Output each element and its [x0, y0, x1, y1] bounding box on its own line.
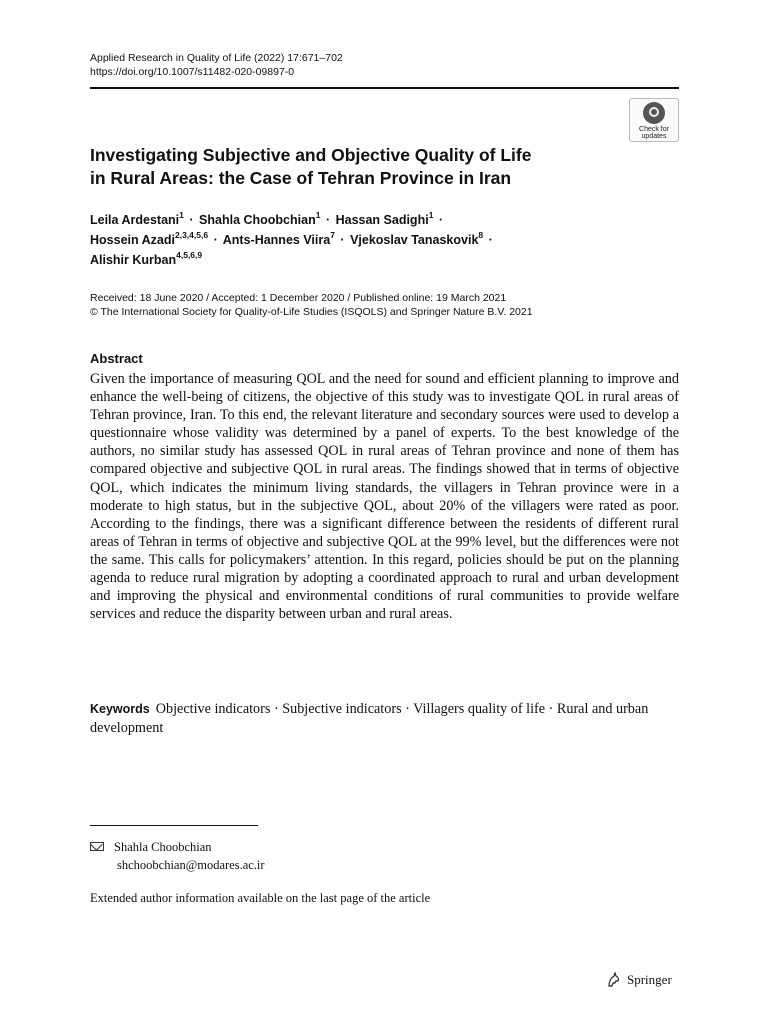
author-affiliation: 7 [330, 229, 335, 240]
article-title: Investigating Subjective and Objective Quality of Life in Rural Areas: the Case of Tehran Province in Iran [90, 145, 532, 188]
author-affiliation: 4,5,6,9 [176, 249, 203, 260]
author-name[interactable]: Hassan Sadighi [335, 213, 429, 227]
author-name[interactable]: Alishir Kurban [90, 253, 177, 267]
springer-horse-icon [606, 972, 622, 988]
publisher-name: Springer [627, 972, 672, 987]
author-name[interactable]: Ants-Hannes Viira [222, 233, 331, 247]
author-affiliation: 2,3,4,5,6 [174, 229, 209, 240]
corresponding-author [90, 838, 265, 874]
journal-citation [90, 51, 343, 79]
publication-dates [90, 291, 690, 319]
badge-text: Check for updates [639, 126, 669, 140]
doi-link[interactable]: https://doi.org/10.1007/s11482-020-09897-0 [90, 66, 295, 78]
corresponding-author-email[interactable]: shchoobchian@modares.ac.ir [117, 858, 265, 872]
journal-line: Applied Research in Quality of Life (2022) 17:671–702 [90, 52, 343, 64]
abstract-text: Given the importance of measuring QOL and the need for sound and efficient planning to improve and enhance the well-being of citizens, the objective of this study was to investigate QOL in rural areas of Tehran province, Iran. To this end, the relevant literature and secondary sources were used to develop a questionnaire whose validity was determined by a panel of experts. To the best knowledge of the authors, no similar study has assessed QOL in rural areas of Tehran province and none of them has compared objective and subjective QOL in rural areas. The findings showed that in terms of objective QOL, which indicates the minimum living standards, the villagers in Tehran province were in a moderate to high status, but in the subjective QOL, about 20% of the villagers were rated as poor. According to the findings, there was a significant difference between the residents of different rural areas of Tehran in terms of objective and subjective QOL at the 99% level, but the differences were not the same. This calls for policymakers’ attention. In this regard, policies should be put on the planning agenda to reduce rural migration by adopting a coordinated approach to rural and urban development and improving the physical and environmental conditions of rural communities to provide welfare services and reduce the disparity between urban and rural areas. [90, 371, 679, 623]
abstract-heading: Abstract [90, 351, 143, 366]
author-name[interactable]: Vjekoslav Tanaskovik [350, 233, 479, 247]
keywords-text: Objective indicators · Subjective indicators · Villagers quality of life · Rural and urban development [90, 701, 649, 736]
footnote-rule [90, 825, 258, 826]
corresponding-author-name: Shahla Choobchian [114, 840, 212, 854]
author-affiliation: 1 [315, 209, 321, 220]
keywords-label: Keywords [90, 702, 150, 716]
copyright-line: © The International Society for Quality-of-Life Studies (ISQOLS) and Springer Nature B.V. 2021 [90, 306, 533, 318]
extended-author-info: Extended author information available on the last page of the article [90, 891, 431, 905]
check-for-updates-badge[interactable] [629, 98, 679, 142]
author-affiliation: 8 [478, 229, 484, 240]
author-name[interactable]: Shahla Choobchian [199, 213, 316, 227]
dates-line: Received: 18 June 2020 / Accepted: 1 December 2020 / Published online: 19 March 2021 [90, 292, 507, 304]
author-name[interactable]: Leila Ardestani [90, 213, 180, 227]
author-name[interactable]: Hossein Azadi [90, 233, 175, 247]
envelope-icon [90, 842, 104, 851]
publisher-logo [606, 972, 672, 988]
author-list: Leila Ardestani$^1$ · Shahla Choobchian$^1$ · Hassan Sadighi$^1$ · Hossein Azadi$^{2,3,4,5,6}$ · Ants-Hannes Viira$^7$ · Vjekoslav Tanaskovik$^8$ · Alishir Kurban$^{4,5,6,9}$ [90, 209, 493, 267]
author-affiliation: 1 [179, 209, 184, 220]
author-affiliation: 1 [428, 209, 434, 220]
header-rule [90, 87, 679, 89]
keywords [90, 700, 679, 738]
crossmark-icon [643, 102, 665, 124]
